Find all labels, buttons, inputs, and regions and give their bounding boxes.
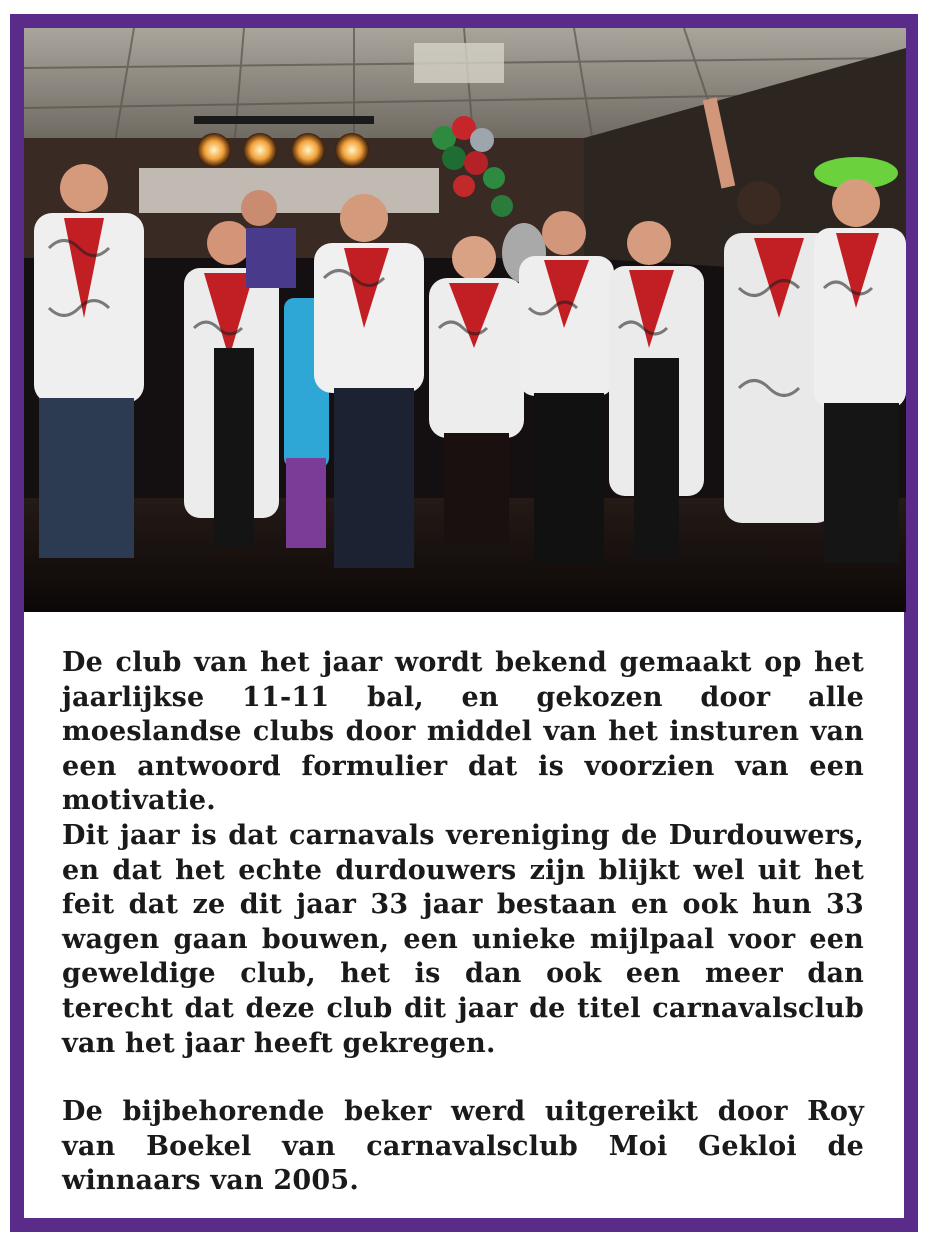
paragraph-club-of-the-year: De club van het jaar wordt bekend gemaakt op het jaarlijkse 11-11 bal, en gekozen door alle moeslandse clubs door middel van het insturen van een antwoord formulier dat is voorzien van een motivatie. [62,647,864,817]
paragraph-durdouwers: Dit jaar is dat carnavals vereniging de Durdouwers, en dat het echte durdouwers zijn blijkt wel uit het feit dat ze dit jaar 33 jaar bestaan en ook hun 33 wagen gaan bouwen, een unieke mijlpaal voor een geweldige club, het is dan ook een meer dan terecht dat deze club dit jaar de titel carnavalsclub van het jaar heeft gekregen. [62,819,864,1059]
article-text [62,646,864,1199]
group-photo [24,28,906,612]
paragraph-trophy: De bijbehorende beker werd uitgereikt door Roy van Boekel van carnavalsclub Moi Gekloi de winnaars van 2005. [62,1096,864,1197]
